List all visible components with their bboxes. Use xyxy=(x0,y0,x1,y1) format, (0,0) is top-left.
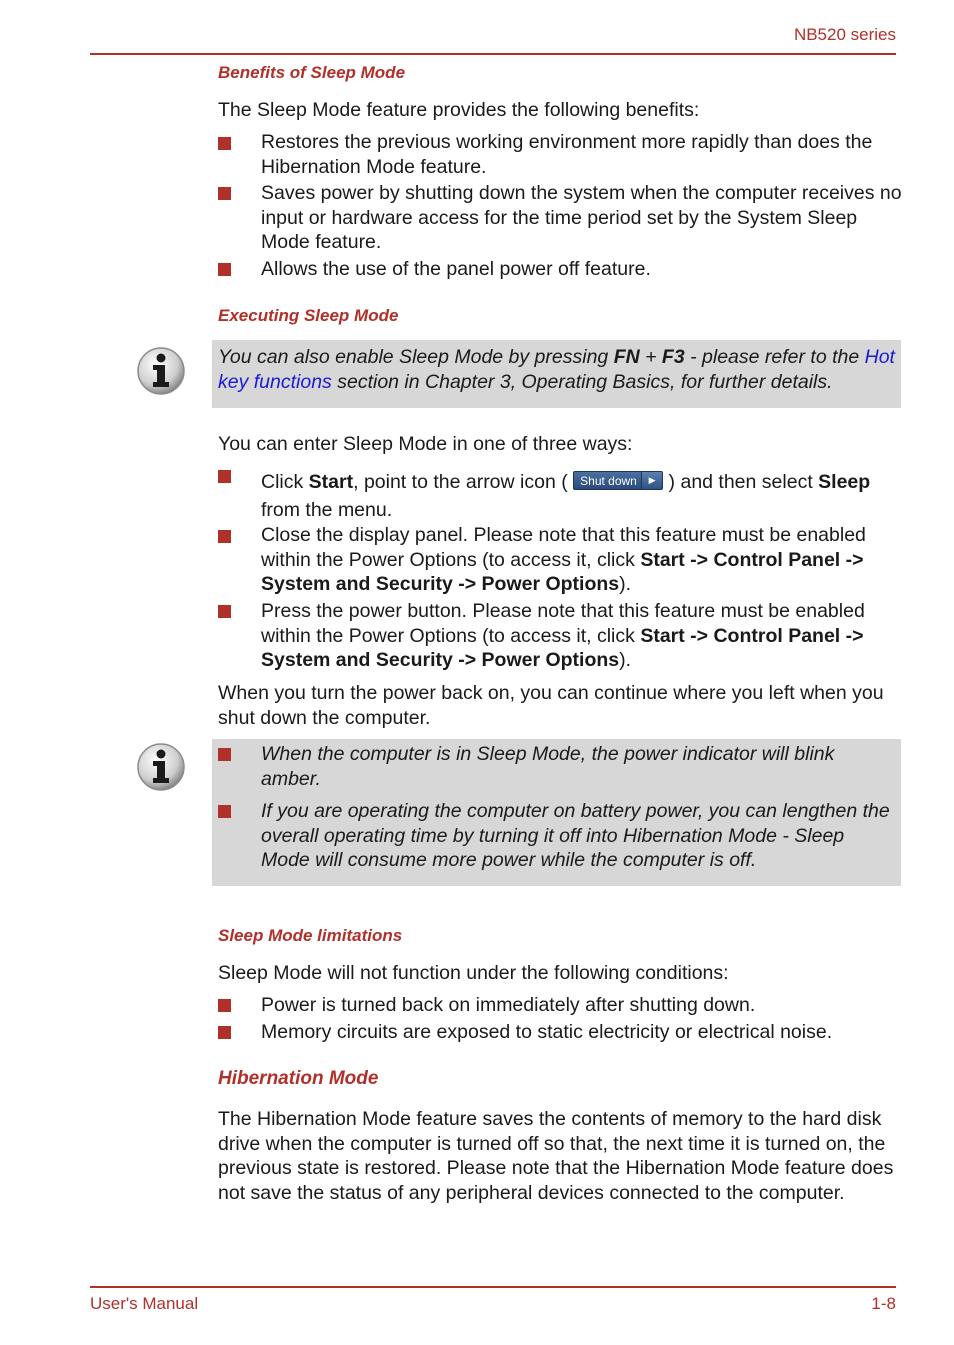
resume-paragraph: When you turn the power back on, you can continue where you left when you shut down the computer. xyxy=(218,682,884,729)
heading-limitations: Sleep Mode limitations xyxy=(218,926,403,945)
hot-key-functions-link[interactable]: Hot key functions xyxy=(218,346,895,393)
limitations-intro: Sleep Mode will not function under the following conditions: xyxy=(218,962,729,984)
heading-executing: Executing Sleep Mode xyxy=(218,306,399,325)
footer-manual-label: User's Manual xyxy=(90,1294,199,1313)
note-item: When the computer is in Sleep Mode, the power indicator will blink amber. xyxy=(261,743,835,790)
list-item: Memory circuits are exposed to static electricity or electrical noise. xyxy=(261,1021,833,1043)
key-f3: F3 xyxy=(661,346,685,368)
benefits-intro: The Sleep Mode feature provides the following benefits: xyxy=(218,99,700,121)
heading-benefits: Benefits of Sleep Mode xyxy=(218,63,406,82)
bullet-marker xyxy=(218,470,231,483)
bullet-marker xyxy=(218,1026,231,1039)
note-box xyxy=(212,739,901,886)
series-title: NB520 series xyxy=(793,25,896,44)
heading-hibernation: Hibernation Mode xyxy=(218,1068,379,1089)
footer-rule xyxy=(90,1286,896,1288)
bullet-marker xyxy=(218,187,231,200)
bullet-marker xyxy=(218,137,231,150)
shut-down-button[interactable]: Shut down ▶ xyxy=(573,471,663,490)
list-item: Click Start, point to the arrow icon ( Shut down ▶ ) and then select Sleep from the menu. xyxy=(261,471,871,521)
bullet-marker xyxy=(218,263,231,276)
note-item: If you are operating the computer on battery power, you can lengthen the overall operating time by turning it off into Hibernation Mode - Sleep Mode will consume more power while the computer is off. xyxy=(261,800,890,871)
list-item: Saves power by shutting down the system when the computer receives no input or hardware access for the time period set by the System Sleep Mode feature. xyxy=(261,182,902,253)
page-number: 1-8 xyxy=(871,1294,896,1313)
list-item: Allows the use of the panel power off feature. xyxy=(261,258,651,280)
note-text: You can also enable Sleep Mode by pressing FN + F3 - please refer to the Hot key functions section in Chapter 3, Operating Basics, for further details. xyxy=(218,346,895,393)
ways-intro: You can enter Sleep Mode in one of three ways: xyxy=(218,433,633,455)
bullet-marker xyxy=(218,530,231,543)
bullet-marker xyxy=(218,748,231,761)
list-item: Power is turned back on immediately after shutting down. xyxy=(261,994,756,1016)
list-item: Close the display panel. Please note that this feature must be enabled within the Power Options (to access it, click Start -> Control Panel -> System and Security -> Power Options). xyxy=(261,524,866,595)
bullet-marker xyxy=(218,605,231,618)
header-rule xyxy=(90,53,896,55)
list-item: Press the power button. Please note that this feature must be enabled within the Power Options (to access it, click Start -> Control Panel -> System and Security -> Power Options). xyxy=(261,600,865,671)
hibernation-paragraph: The Hibernation Mode feature saves the contents of memory to the hard disk drive when the computer is turned off so that, the next time it is turned on, the previous state is restored. Please note that the Hibernation Mode feature does not save the status of any peripheral devices connected to the computer. xyxy=(218,1108,894,1204)
bullet-marker xyxy=(218,805,231,818)
bullet-marker xyxy=(218,999,231,1012)
info-icon xyxy=(136,742,186,792)
info-icon xyxy=(136,346,186,396)
list-item: Restores the previous working environment more rapidly than does the Hibernation Mode feature. xyxy=(261,131,873,178)
arrow-right-icon[interactable]: ▶ xyxy=(641,472,662,489)
note-box xyxy=(212,340,901,408)
key-fn: FN xyxy=(613,346,640,368)
